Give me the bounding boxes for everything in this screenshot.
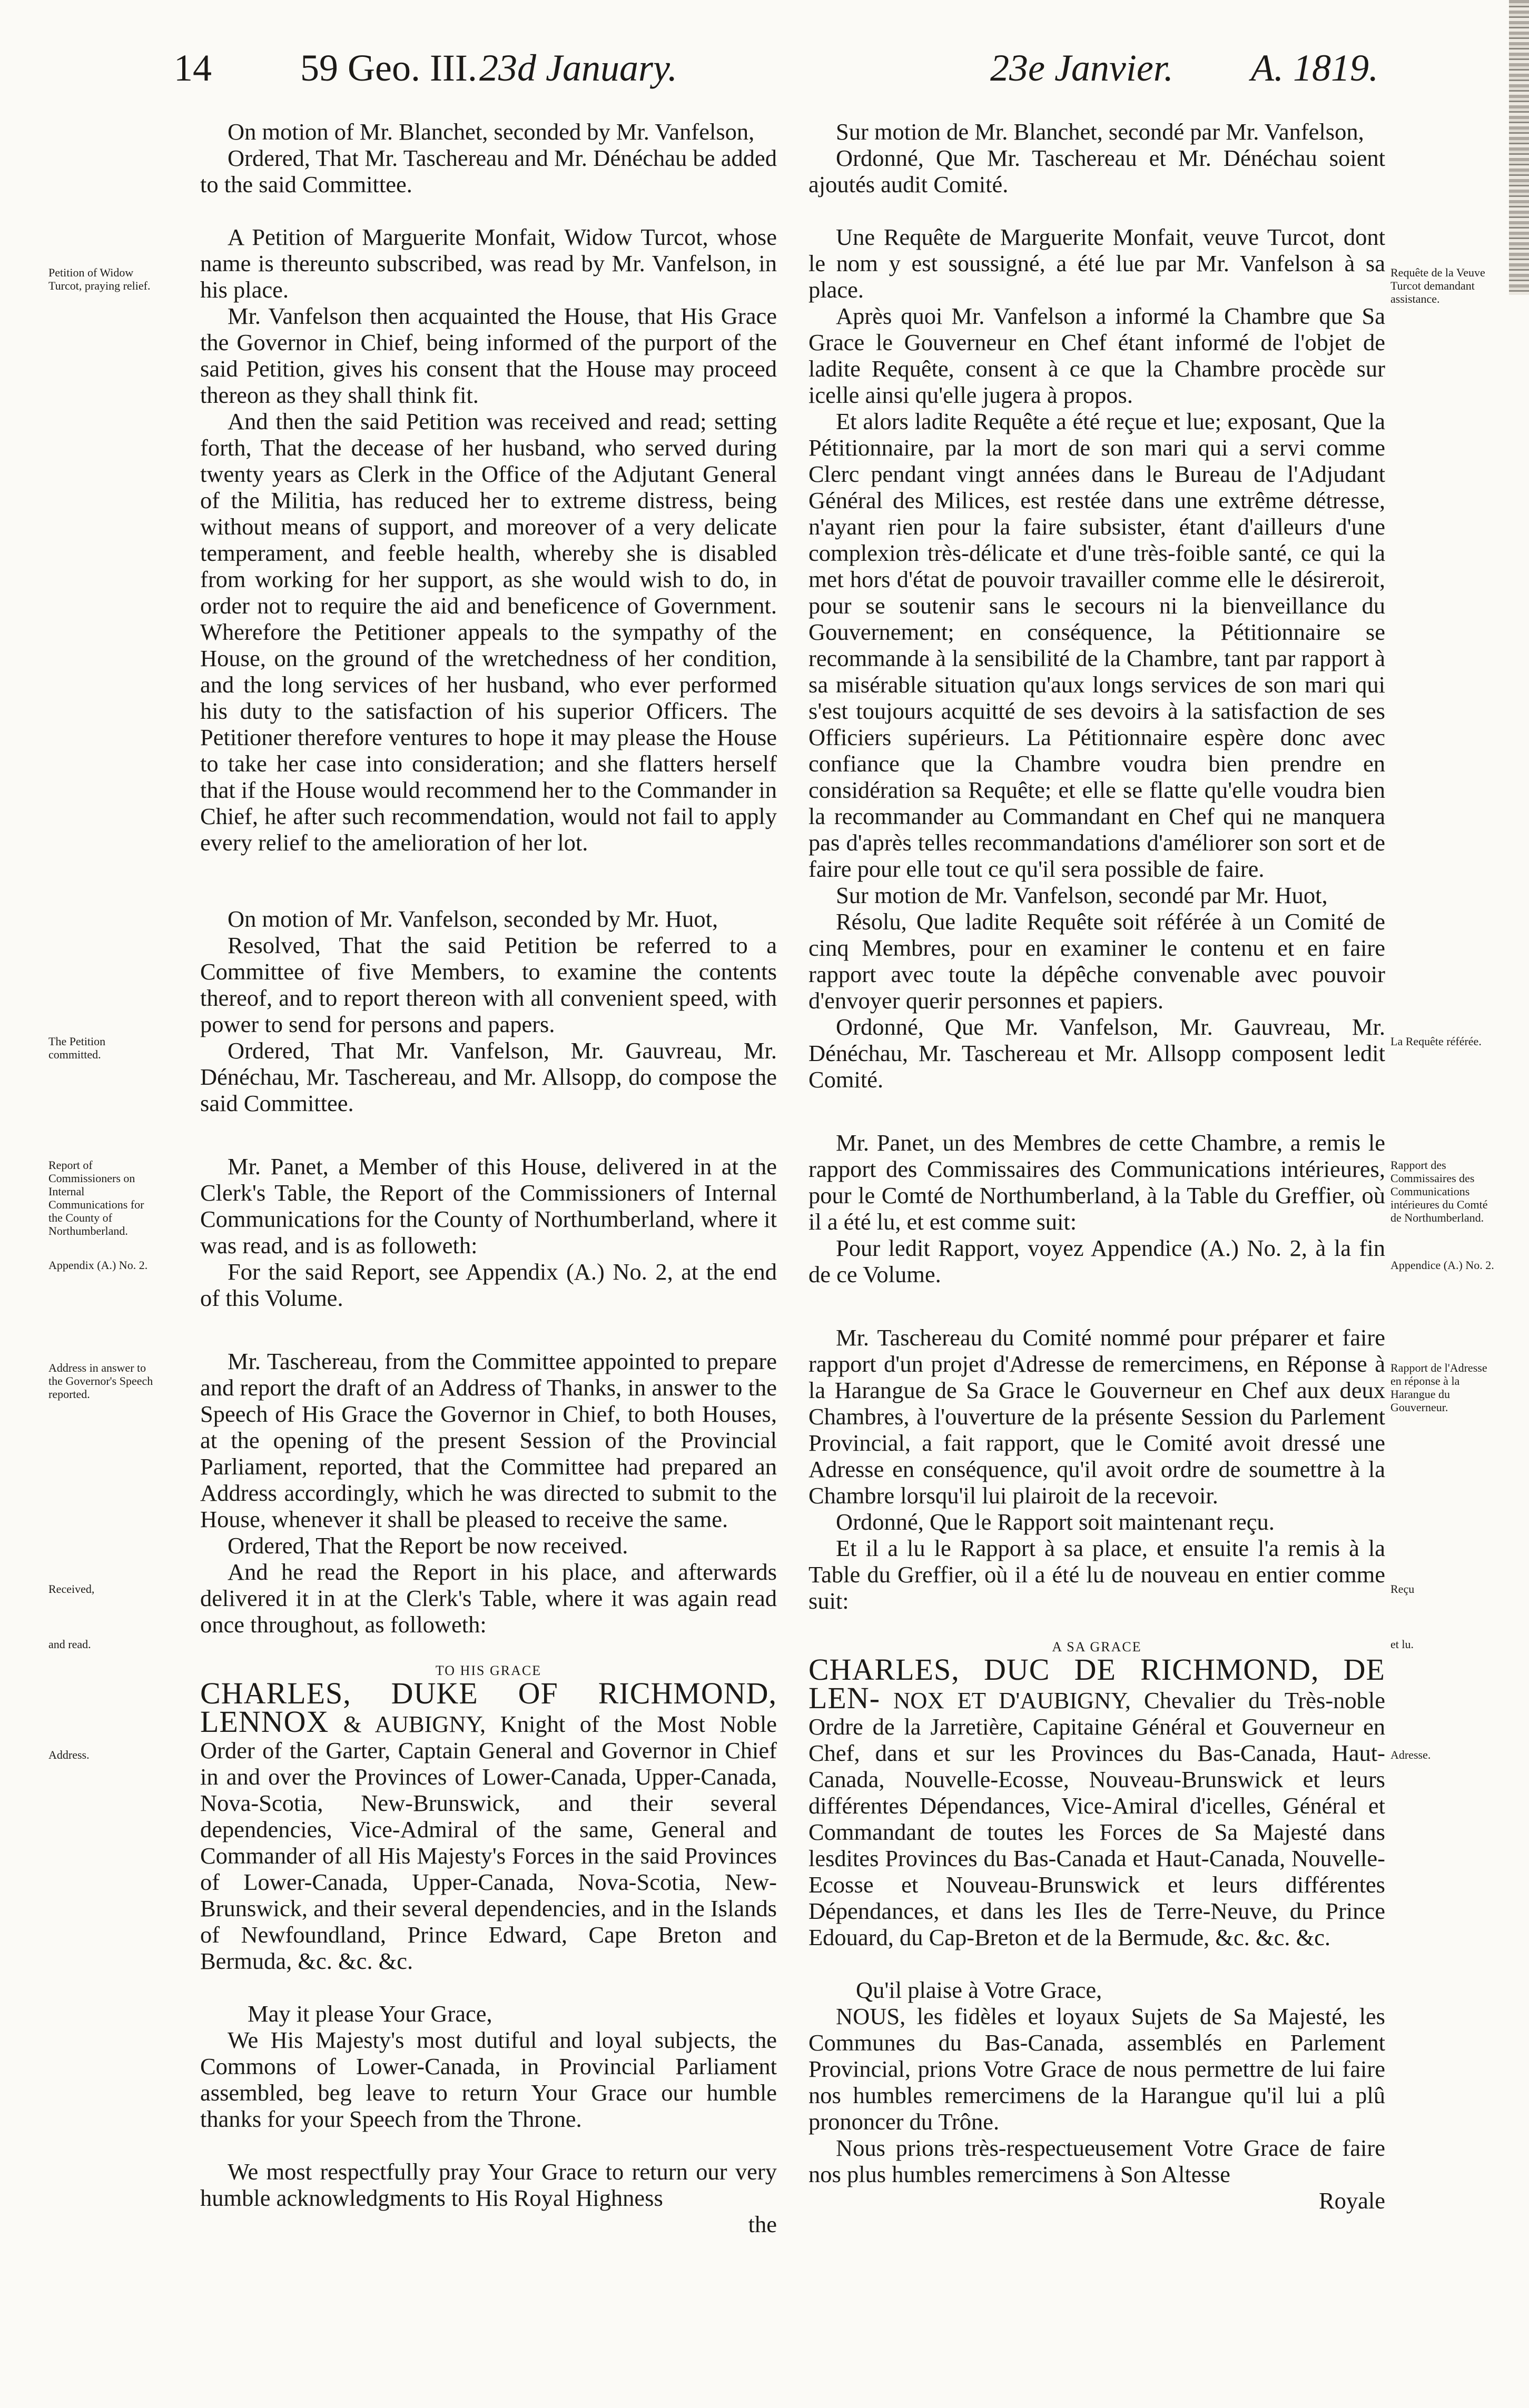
fr-ordonne-membres: Ordonné, Que Mr. Vanfelson, Mr. Gauvreau, Mr. Dénéchau, Mr. Taschereau et Mr. Allsopp composent ledit Comité. (808, 1014, 1385, 1093)
en-ordered-committee-additions: Ordered, That Mr. Taschereau and Mr. Dénéchau be added to the said Committee. (200, 145, 777, 197)
margin-note-appendix: Appendix (A.) No. 2. (48, 1258, 148, 1272)
fr-qu-il-plaise: Qu'il plaise à Votre Grace, (856, 1977, 1102, 2003)
fr-address-prions: Nous prions très-respectueusement Votre Grace de faire nos plus humbles remercimens à Son Altesse (808, 2135, 1385, 2187)
fr-contenu-requete: Et alors ladite Requête a été reçue et lue; exposant, Que la Pétitionnaire, par la mort de son mari qui a servi comme Clerc pendant vingt années dans le Bureau de l'Adjudant Général des Milices, est restée dans une extrême détresse, n'ayant rien pour la faire subsister, étant d'ailleurs d'une complexion très-délicate et d'une très-foible santé, ce qui la met hors d'état de pouvoir travailler comme elle le désireroit, pour se soutenir sans le secours ni la bienveillance du Gouvernement; en conséquence, la Pétitionnaire se recommande à la sensibilité de la Chambre, tant par rapport à sa misérable situation qu'aux longs services de son mari qui s'est toujours acquitté de ses devoirs à la satisfaction de ses Officiers supérieurs. La Pétitionnaire espère donc avec confiance que la Chambre voudra bien prendre en considération sa Requête; et elle se flatte qu'elle voudra bien la recommander au Commandant en Chef qui ne manquera pas d'après telles recommandations d'améliorer son sort et de faire pour elle tout ce qu'il sera possible de faire. (808, 408, 1385, 882)
page-edge-scan-strip (1509, 0, 1529, 295)
en-motion-blanchet: On motion of Mr. Blanchet, seconded by Mr. Vanfelson, (228, 118, 755, 145)
en-address-titles: & AUBIGNY, Knight of the Most Noble Order of the Garter, Captain General and Governor in Chief in and over the Provinces of Lower-Canada, Upper-Canada, Nova-Scotia, New-Brunswick, and their several dependencies, Vice-Admiral of the same, General and Commander of all His Majesty's Forces in the said Provinces of Lower-Canada, Upper-Canada, Nova-Scotia, New-Brunswick, and their several dependencies, and in the Islands of Newfoundland, Prince Edward, Cape Breton and Bermuda, &c. &c. &c. (200, 1711, 777, 1974)
fr-address-heading: CHARLES, DUC DE RICHMOND, DE LEN- (808, 1652, 1385, 1715)
fr-rapport-panet: Mr. Panet, un des Membres de cette Chambre, a remis le rapport des Commissaires des Communications intérieures, pour le Comté de Northumberland, à la Table du Greffier, où il a été lu, et est comme suit: (808, 1129, 1385, 1235)
en-appendix-reference: For the said Report, see Appendix (A.) No. 2, at the end of this Volume. (200, 1258, 777, 1311)
year-label: A. 1819. (1251, 47, 1378, 89)
margin-note-rapport-adresse: Rapport de l'Adresse en réponse à la Harangue du Gouverneur. (1390, 1361, 1487, 1414)
fr-ordonne-comite-ajout: Ordonné, Que Mr. Taschereau et Mr. Dénéchau soient ajoutés audit Comité. (808, 145, 1385, 197)
margin-note-recu: Reçu (1390, 1582, 1415, 1596)
en-address-thanks: We His Majesty's most dutiful and loyal subjects, the Commons of Lower-Canada, in Provincial Parliament assembled, beg leave to return Your Grace our humble thanks for your Speech from the Throne. (200, 2027, 777, 2132)
fr-resolu-comite: Résolu, Que ladite Requête soit référée à un Comité de cinq Membres, pour en examiner le contenu et en faire rapport avec toute la dépêche convenable avec pouvoir d'envoyer querir personnes et papiers. (808, 908, 1385, 1014)
margin-note-and-read: and read. (48, 1638, 91, 1651)
fr-reference-appendice: Pour ledit Rapport, voyez Appendice (A.) No. 2, à la fin de ce Volume. (808, 1235, 1385, 1287)
margin-note-rapport-commissaires: Rapport des Commissaires des Communications intérieures du Comté de Northumberland. (1390, 1158, 1488, 1224)
date-english: 23d January. (479, 47, 677, 89)
fr-motion-blanchet: Sur motion de Mr. Blanchet, secondé par Mr. Vanfelson, (836, 118, 1364, 145)
fr-rapport-lu: Et il a lu le Rapport à sa place, et ensuite l'a remis à la Table du Greffier, où il a été lu de nouveau en entier comme suit: (808, 1535, 1385, 1614)
date-french: 23e Janvier. (990, 47, 1173, 89)
page-number: 14 (174, 47, 212, 89)
en-may-it-please: May it please Your Grace, (248, 2000, 492, 2027)
fr-catchword: Royale (1318, 2187, 1385, 2214)
fr-address-titles: NOX ET D'AUBIGNY, Chevalier du Très-noble Ordre de la Jarretière, Capitaine Général et Gouverneur en Chef, dans et sur les Provinces du Bas-Canada, Haut-Canada, Nouvelle-Ecosse, Nouveau-Brunswick et leurs différentes Dépendances, Vice-Amiral d'icelles, Général et Commandant de toutes les Forces de Sa Majesté dans lesdites Provinces du Bas-Canada et Haut-Canada, Nouvelle-Ecosse et Nouveau-Brunswick et leurs différentes Dépendances, et dans les Iles de Terre-Neuve, du Prince Edouard, du Cap-Breton et de la Bermude, &c. &c. &c. (808, 1687, 1385, 1950)
fr-ordonne-rapport-recu: Ordonné, Que le Rapport soit maintenant reçu. (836, 1509, 1275, 1535)
en-petition-read: A Petition of Marguerite Monfait, Widow Turcot, whose name is thereunto subscribed, was read by Mr. Vanfelson, in his place. (200, 224, 777, 303)
margin-note-received: Received, (48, 1582, 95, 1596)
session-label: 59 Geo. III. (300, 47, 477, 89)
en-address-acknowledgments: We most respectfully pray Your Grace to return our very humble acknowledgments to His Royal Highness (200, 2158, 777, 2211)
french-column (808, 118, 1385, 2214)
page-header (0, 46, 1529, 110)
en-taschereau-report: Mr. Taschereau, from the Committee appointed to prepare and report the draft of an Address of Thanks, in answer to the Speech of His Grace the Governor in Chief, to both Houses, at the opening of the present Session of the Provincial Parliament, reported, that the Committee had prepared an Address accordingly, which he was directed to submit to the House, whenever it shall be pleased to receive the same. (200, 1348, 777, 1532)
margin-note-petition: Petition of Widow Turcot, praying relief. (48, 266, 151, 292)
en-petition-content: And then the said Petition was received and read; setting forth, That the decease of her husband, who served during twenty years as Clerk in the Office of the Adjutant General of the Militia, has reduced her to extreme distress, being without means of support, and moreover of a very delicate temperament, and feeble health, whereby she is disabled from working for her support, as she would wish to do, in order not to require the aid and beneficence of Government. Wherefore the Petitioner appeals to the sympathy of the House, on the ground of the wretchedness of her condition, and the long services of her husband, who ever performed his duty to the satisfaction of his superior Officers. The Petitioner therefore ventures to hope it may please the House to take her case into consideration; and she flatters herself that if the House would recommend her to the Commander in Chief, he after such recommendation, would not fail to apply every relief to the amelioration of her lot. (200, 408, 777, 856)
margin-note-committed: The Petition committed. (48, 1035, 106, 1061)
en-address-heading: CHARLES, DUKE OF RICHMOND, LENNOX (200, 1676, 777, 1739)
en-address-block (200, 1676, 777, 1974)
fr-address-remerciements: NOUS, les fidèles et loyaux Sujets de Sa Majesté, les Communes du Bas-Canada, assemblés en Parlement Provincial, prions Votre Grace de nous permettre de lui faire nos humbles remercimens de la Harangue qu'il lui a plû prononcer du Trône. (808, 2003, 1385, 2135)
en-resolved-committee: Resolved, That the said Petition be referred to a Committee of five Members, to examine the contents thereof, and to report thereon with all convenient speed, with power to send for persons and papers. (200, 932, 777, 1037)
en-report-read: And he read the Report in his place, and afterwards delivered it in at the Clerk's Table, where it was again read once throughout, as followeth: (200, 1559, 777, 1638)
margin-note-appendice: Appendice (A.) No. 2. (1390, 1258, 1494, 1272)
en-panet-report: Mr. Panet, a Member of this House, delivered in at the Clerk's Table, the Report of the Commissioners of Internal Communications for the County of Northumberland, where it was read, and is as followeth: (200, 1153, 777, 1258)
margin-note-referee: La Requête référée. (1390, 1035, 1482, 1048)
margin-note-report-commissioners: Report of Commissioners on Internal Communications for the County of Northumberland. (48, 1158, 144, 1237)
en-ordered-report-received: Ordered, That the Report be now received. (228, 1532, 628, 1559)
english-column (200, 118, 777, 2237)
margin-note-et-lu: et lu. (1390, 1638, 1414, 1651)
en-ordered-committee-members: Ordered, That Mr. Vanfelson, Mr. Gauvreau, Mr. Dénéchau, Mr. Taschereau, and Mr. Allsopp, do compose the said Committee. (200, 1037, 777, 1116)
en-governor-consent: Mr. Vanfelson then acquainted the House, that His Grace the Governor in Chief, being informed of the purport of the said Petition, gives his consent that the House may proceed thereon as they shall think fit. (200, 303, 777, 408)
margin-note-requete: Requête de la Veuve Turcot demandant assistance. (1390, 266, 1485, 305)
margin-note-address-reported: Address in answer to the Governor's Speech reported. (48, 1361, 153, 1401)
fr-address-block (808, 1652, 1385, 1950)
en-motion-vanfelson: On motion of Mr. Vanfelson, seconded by Mr. Huot, (228, 906, 718, 932)
fr-requete-lue: Une Requête de Marguerite Monfait, veuve Turcot, dont le nom y est soussigné, a été lue par Mr. Vanfelson à sa place. (808, 224, 1385, 303)
en-catchword: the (748, 2211, 777, 2237)
margin-note-address: Address. (48, 1748, 90, 1761)
margin-note-adresse: Adresse. (1390, 1748, 1431, 1761)
fr-consentement-gouverneur: Après quoi Mr. Vanfelson a informé la Chambre que Sa Grace le Gouverneur en Chef étant informé de l'objet de ladite Requête, consent à ce que la Chambre procède sur icelle ainsi qu'elle jugera à propos. (808, 303, 1385, 408)
fr-rapport-taschereau: Mr. Taschereau du Comité nommé pour préparer et faire rapport d'un projet d'Adresse de remercimens, en Réponse à la Harangue de Sa Grace le Gouverneur en Chef aux deux Chambres, à l'ouverture de la présente Session du Parlement Provincial, a fait rapport, que le Comité avoit dressé une Adresse en conséquence, qu'il avoit ordre de soumettre à la Chambre lorsqu'il lui plairoit de la recevoir. (808, 1324, 1385, 1509)
fr-motion-vanfelson: Sur motion de Mr. Vanfelson, secondé par Mr. Huot, (836, 882, 1328, 908)
en-address-caption: TO HIS GRACE (435, 1663, 542, 1678)
fr-address-caption: A SA GRACE (1052, 1639, 1142, 1654)
